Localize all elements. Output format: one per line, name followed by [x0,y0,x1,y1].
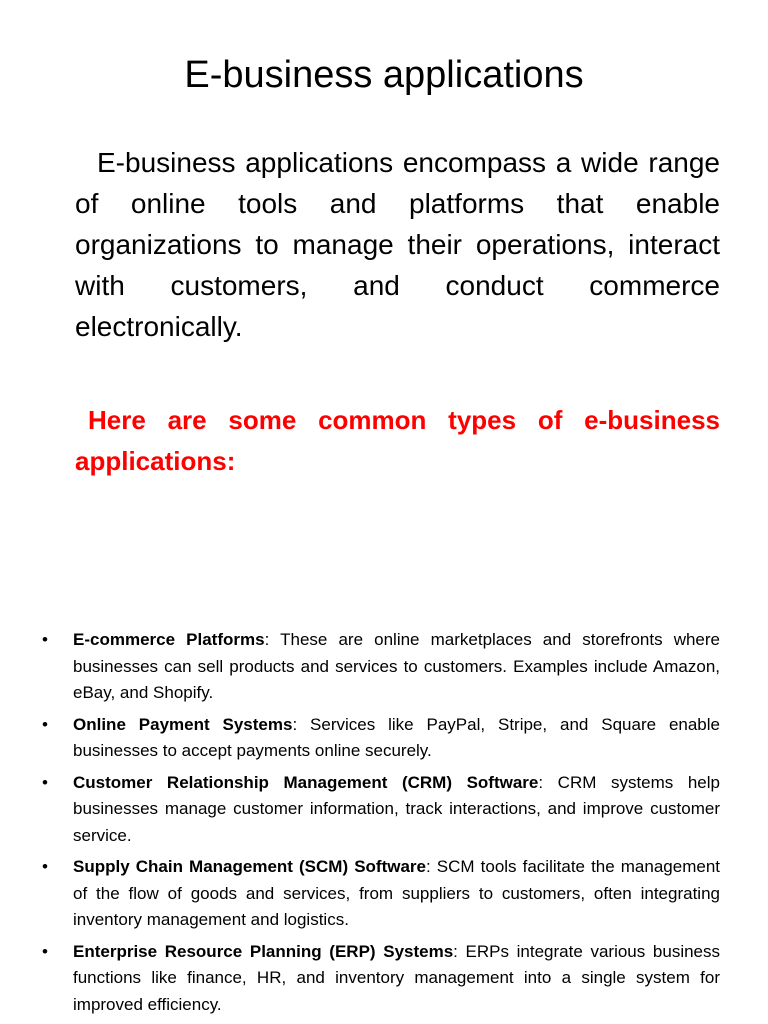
bullet-term: Customer Relationship Management (CRM) Software [73,772,539,792]
slide-title: E-business applications [184,54,584,96]
list-item [42,939,720,1019]
bullet-list [42,627,720,1023]
bullet-term: Online Payment Systems [73,714,293,734]
intro-paragraph: E-business applications encompass a wide range of online tools and platforms that enable organizations to manage their operations, interact with customers, and conduct commerce electronically. [75,147,720,342]
list-item [42,627,720,707]
bullet-description: : Services like PayPal, Stripe, and Square enable businesses to accept payments online securely. [73,714,720,760]
bullet-description: : ERPs integrate various business functions like finance, HR, and inventory management into a single system for improved efficiency. [73,941,721,1014]
bullet-description: : SCM tools facilitate the management of the flow of goods and services, from suppliers to customers, often integrating inventory management and logistics. [73,857,721,929]
list-item [42,712,720,765]
bullet-icon: • [42,772,48,792]
bullet-icon: • [42,630,48,649]
bullet-icon: • [42,941,48,961]
list-item [42,854,720,934]
list-item [42,770,720,850]
bullet-icon: • [42,714,48,734]
bullet-term: Enterprise Resource Planning (ERP) Systems [73,941,454,961]
bullet-description: : These are online marketplaces and storefronts where businesses can sell products and services to customers. Examples include Amazon, eBay, and Shopify. [73,630,720,702]
bullet-term: E-commerce Platforms [73,630,265,649]
subheading: Here are some common types of e-business applications: [75,405,720,476]
bullet-icon: • [42,857,48,876]
bullet-description: : CRM systems help businesses manage customer information, track interactions, and improve customer service. [73,772,720,845]
bullet-term: Supply Chain Management (SCM) Software [73,857,426,876]
